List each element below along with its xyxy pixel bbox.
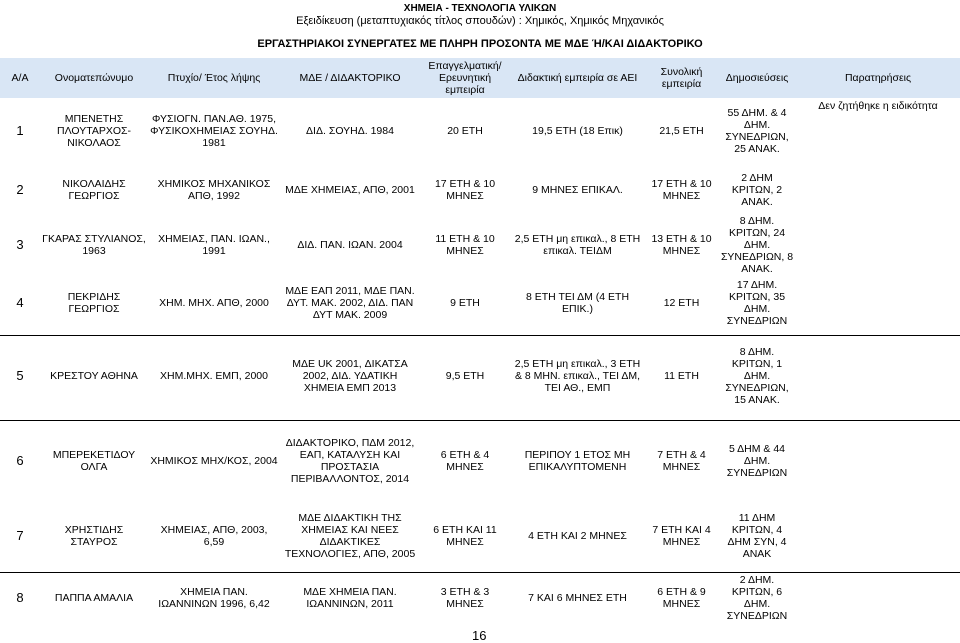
row-name: ΠΕΚΡΙΔΗΣ ΓΕΩΡΓΙΟΣ	[67, 290, 121, 315]
row-total: 17 ΕΤΗ & 10 ΜΗΝΕΣ	[651, 178, 712, 202]
row-total: 13 ΕΤΗ & 10 ΜΗΝΕΣ	[651, 233, 712, 257]
row-mde: ΔΙΔ. ΣΟΥΗΔ. 1984	[306, 125, 394, 137]
row-mde: ΜΔΕ ΔΙΔΑΚΤΙΚΗ ΤΗΣ ΧΗΜΕΙΑΣ ΚΑΙ ΝΕΕΣ ΔΙΔΑΚΤΙΚΕΣ ΤΕΧΝΟΛΟΓΙΕΣ, ΑΠΘ, 2005	[284, 511, 416, 560]
row-number: 2	[16, 182, 24, 197]
col-header-experience: Επαγγελματική/ Ερευνητική εμπειρία	[428, 60, 502, 96]
row-degree: ΧΗΜΕΙΑΣ, ΑΠΘ, 2003, 6,59	[160, 523, 268, 548]
row-experience: 17 ΕΤΗ & 10 ΜΗΝΕΣ	[434, 178, 496, 202]
row-name: ΓΚΑΡΑΣ ΣΤΥΛΙΑΝΟΣ, 1963	[42, 233, 146, 257]
row-publications: 5 ΔΗΜ & 44 ΔΗΜ. ΣΥΝΕΔΡΙΩΝ	[726, 442, 788, 479]
table-row	[0, 100, 960, 162]
row-publications: 17 ΔΗΜ. ΚΡΙΤΩΝ, 35 ΔΗΜ. ΣΥΝΕΔΡΙΩΝ	[726, 278, 788, 327]
table-row-group	[0, 165, 960, 330]
page-subtitle: Εξειδίκευση (μεταπτυχιακός τίτλος σπουδών) : Χημικός, Χημικός Μηχανικός	[296, 15, 664, 27]
row-degree: ΧΗΜΙΚΟΣ ΜΗΧΑΝΙΚΟΣ ΑΠΘ, 1992	[157, 178, 271, 202]
table-row	[0, 215, 960, 275]
row-publications: 55 ΔΗΜ. & 4 ΔΗΜ. ΣΥΝΕΔΡΙΩΝ, 25 ΑΝΑΚ.	[725, 107, 789, 155]
col-header-mde: ΜΔΕ / ΔΙΔΑΚΤΟΡΙΚΟ	[299, 72, 401, 84]
row-experience: 6 ΕΤΗ & 4 ΜΗΝΕΣ	[440, 448, 490, 473]
row-number: 4	[16, 294, 24, 310]
row-degree: ΧΗΜΕΙΑΣ, ΠΑΝ. ΙΩΑΝ., 1991	[158, 233, 270, 257]
col-header-notes: Παρατηρήσεις	[844, 72, 912, 84]
col-header-teaching: Διδακτική εμπειρία σε ΑΕΙ	[517, 72, 638, 84]
row-degree: ΧΗΜ.ΜΗΧ. ΕΜΠ, 2000	[160, 369, 268, 382]
row-experience: 11 ΕΤΗ & 10 ΜΗΝΕΣ	[435, 233, 495, 257]
row-name: ΧΡΗΣΤΙΔΗΣ ΣΤΑΥΡΟΣ	[64, 523, 124, 548]
row-publications: 2 ΔΗΜ. ΚΡΙΤΩΝ, 6 ΔΗΜ. ΣΥΝΕΔΡΙΩΝ	[726, 573, 788, 622]
row-number: 7	[16, 527, 24, 543]
row-name: ΠΑΠΠΑ ΑΜΑΛΙΑ	[54, 591, 134, 604]
row-total: 7 ΕΤΗ ΚΑΙ 4 ΜΗΝΕΣ	[652, 523, 711, 548]
row-total: 21,5 ΕΤΗ	[659, 125, 704, 137]
row-name: ΚΡΕΣΤΟΥ ΑΘΗΝΑ	[50, 369, 138, 382]
col-header-degree: Πτυχίο/ Έτος λήψης	[167, 72, 261, 84]
row-degree: ΦΥΣΙΟΓΝ. ΠΑΝ.ΑΘ. 1975, ΦΥΣΙΚΟΧΗΜΕΙΑΣ ΣΟΥΗΔ. 1981	[150, 113, 278, 149]
row-experience: 9,5 ΕΤΗ	[445, 369, 485, 382]
row-experience: 6 ΕΤΗ ΚΑΙ 11 ΜΗΝΕΣ	[433, 523, 497, 548]
table-row	[0, 165, 960, 215]
row-total: 11 ΕΤΗ	[664, 369, 699, 382]
row-experience: 3 ΕΤΗ & 3 ΜΗΝΕΣ	[440, 585, 490, 610]
row-publications: 8 ΔΗΜ. ΚΡΙΤΩΝ, 1 ΔΗΜ. ΣΥΝΕΔΡΙΩΝ, 15 ΑΝΑΚ.	[725, 345, 789, 406]
row-name: ΜΠΕΡΕΚΕΤΙΔΟΥ ΟΛΓΑ	[52, 448, 136, 473]
row-number: 8	[16, 589, 24, 605]
row-teaching: 2,5 ΕΤΗ μη επικαλ., 3 ΕΤΗ & 8 ΜΗΝ. επικαλ., ΤΕΙ ΔΜ, ΤΕΙ ΑΘ., ΕΜΠ	[514, 357, 641, 394]
table-header	[0, 58, 960, 98]
row-publications: 2 ΔΗΜ ΚΡΙΤΩΝ, 2 ΑΝΑΚ.	[731, 172, 783, 208]
row-teaching: 7 ΚΑΙ 6 ΜΗΝΕΣ ΕΤΗ	[528, 591, 627, 604]
row-teaching: ΠΕΡΙΠΟΥ 1 ΕΤΟΣ ΜΗ ΕΠΙΚΑΛΥΠΤΟΜΕΝΗ	[524, 448, 631, 473]
col-header-total: Συνολική εμπειρία	[660, 66, 703, 90]
row-experience: 9 ΕΤΗ	[450, 296, 480, 309]
row-teaching: 9 ΜΗΝΕΣ ΕΠΙΚΑΛ.	[532, 184, 623, 196]
row-mde: ΔΙΔΑΚΤΟΡΙΚΟ, ΠΔΜ 2012, ΕΑΠ, ΚΑΤΑΛΥΣΗ ΚΑΙ ΠΡΟΣΤΑΣΙΑ ΠΕΡΙΒΑΛΛΟΝΤΟΣ, 2014	[285, 436, 415, 485]
row-total: 6 ΕΤΗ & 9 ΜΗΝΕΣ	[657, 585, 706, 610]
row-notes: Δεν ζητήθηκε η ειδικότητα	[818, 100, 938, 112]
row-teaching: 19,5 ΕΤΗ (18 Επικ)	[532, 125, 623, 137]
page-title: ΧΗΜΕΙΑ - ΤΕΧΝΟΛΟΓΙΑ ΥΛΙΚΩΝ	[403, 3, 557, 14]
row-degree: ΧΗΜΕΙΑ ΠΑΝ. ΙΩΑΝΝΙΝΩΝ 1996, 6,42	[158, 585, 270, 610]
table-row	[0, 335, 960, 415]
row-mde: ΜΔΕ UK 2001, ΔΙΚΑΤΣΑ 2002, ΔΙΔ. ΥΔΑΤΙΚΗ ΧΗΜΕΙΑ ΕΜΠ 2013	[292, 357, 408, 394]
row-number: 3	[16, 237, 24, 252]
col-header-publications: Δημοσιεύσεις	[725, 72, 789, 84]
row-mde: ΜΔΕ ΕΑΠ 2011, ΜΔΕ ΠΑΝ. ΔΥΤ. ΜΑΚ. 2002, ΔΙΔ. ΠΑΝ ΔΥΤ ΜΑΚ. 2009	[285, 284, 415, 321]
row-experience: 20 ΕΤΗ	[447, 125, 483, 137]
table-row	[0, 275, 960, 330]
row-teaching: 8 ΕΤΗ ΤΕΙ ΔΜ (4 ΕΤΗ ΕΠΙΚ.)	[525, 290, 630, 315]
row-mde: ΜΔΕ ΧΗΜΕΙΑΣ, ΑΠΘ, 2001	[285, 184, 415, 196]
row-total: 12 ΕΤΗ	[663, 296, 700, 309]
table-row-group	[0, 420, 960, 571]
row-publications: 8 ΔΗΜ. ΚΡΙΤΩΝ, 24 ΔΗΜ. ΣΥΝΕΔΡΙΩΝ, 8 ΑΝΑΚ.	[720, 215, 794, 275]
col-header-name: Ονοματεπώνυμο	[54, 72, 134, 84]
section-title: ΕΡΓΑΣΤΗΡΙΑΚΟΙ ΣΥΝΕΡΓΑΤΕΣ ΜΕ ΠΛΗΡΗ ΠΡΟΣΟΝΤΑ ΜΕ ΜΔΕ Ή/ΚΑΙ ΔΙΔΑΚΤΟΡΙΚΟ	[257, 38, 703, 50]
page-number: 16	[472, 628, 487, 643]
row-name: ΜΠΕΝΕΤΗΣ ΠΛΟΥΤΑΡΧΟΣ-ΝΙΚΟΛΑΟΣ	[56, 113, 131, 149]
row-number: 6	[16, 452, 24, 468]
table-row	[0, 501, 960, 571]
col-header-aa: Α/Α	[11, 72, 29, 84]
row-mde: ΔΙΔ. ΠΑΝ. ΙΩΑΝ. 2004	[297, 239, 403, 251]
row-number: 5	[16, 367, 24, 383]
row-degree: ΧΗΜΙΚΟΣ ΜΗΧ/ΚΟΣ, 2004	[150, 454, 278, 467]
row-degree: ΧΗΜ. ΜΗΧ. ΑΠΘ, 2000	[159, 296, 269, 309]
row-publications: 11 ΔΗΜ ΚΡΙΤΩΝ, 4 ΔΗΜ ΣΥΝ, 4 ΑΝΑΚ	[727, 511, 787, 560]
row-teaching: 4 ΕΤΗ ΚΑΙ 2 ΜΗΝΕΣ	[528, 529, 627, 542]
table-row	[0, 572, 960, 622]
row-total: 7 ΕΤΗ & 4 ΜΗΝΕΣ	[657, 448, 706, 473]
row-teaching: 2,5 ΕΤΗ μη επικαλ., 8 ΕΤΗ επικαλ. ΤΕΙΔΜ	[514, 233, 641, 257]
table-row	[0, 421, 960, 501]
row-name: ΝΙΚΟΛΑΙΔΗΣ ΓΕΩΡΓΙΟΣ	[62, 178, 126, 202]
row-mde: ΜΔΕ ΧΗΜΕΙΑ ΠΑΝ. ΙΩΑΝΝΙΝΩΝ, 2011	[303, 585, 397, 610]
row-number: 1	[16, 123, 24, 138]
